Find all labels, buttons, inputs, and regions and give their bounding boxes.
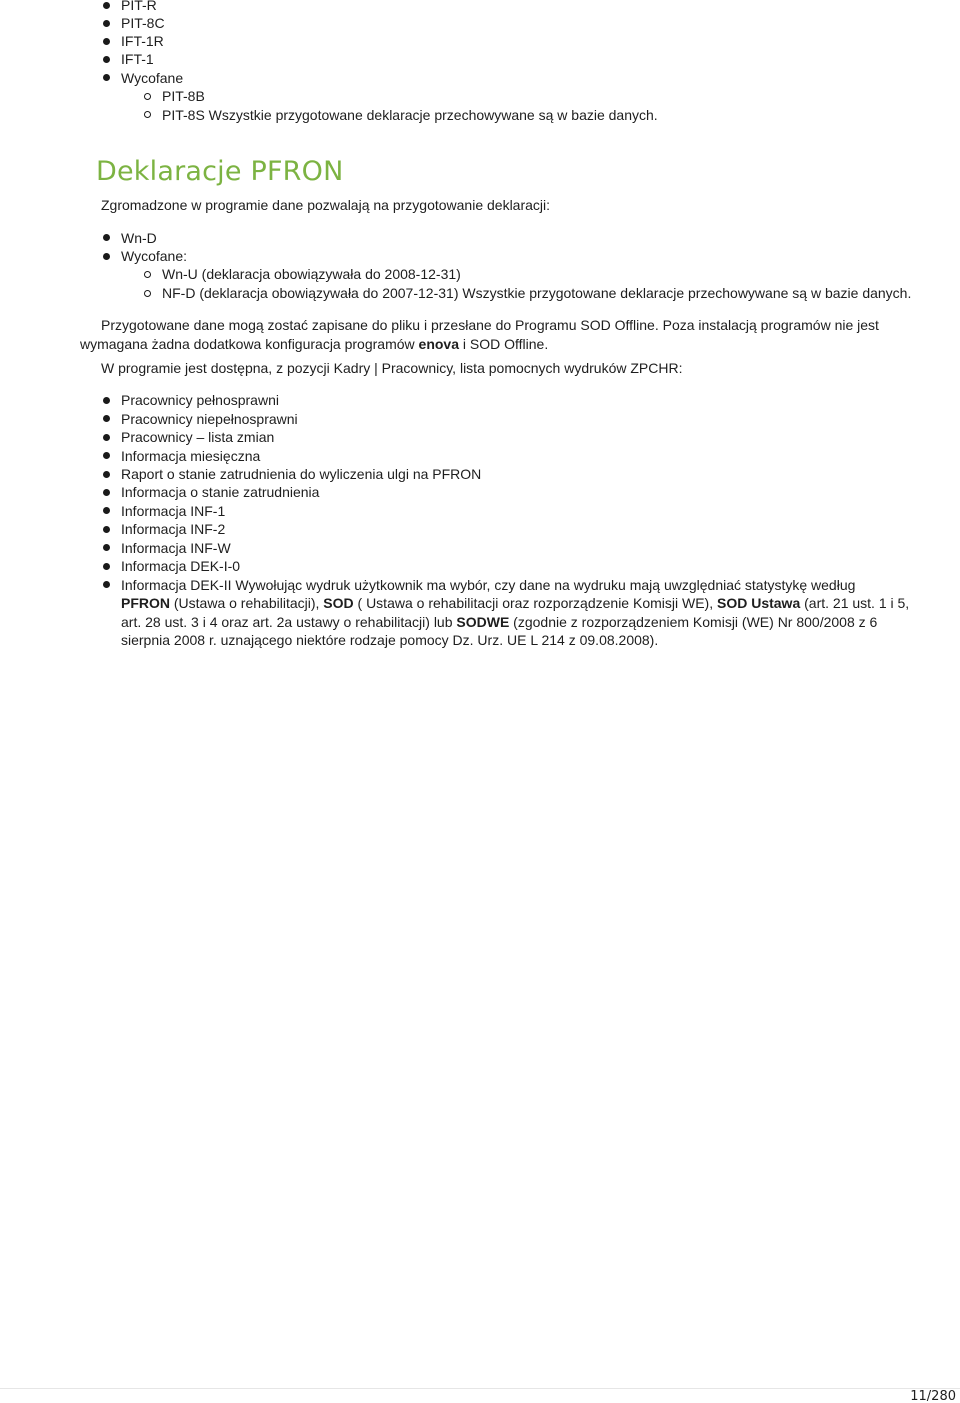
intro-text: Zgromadzone w programie dane pozwalają na przygotowanie deklaracji: <box>101 197 551 213</box>
bullet-icon <box>103 74 110 81</box>
section-heading: Deklaracje PFRON <box>96 156 344 187</box>
list-item: Raport o stanie zatrudnienia do wyliczenia ulgi na PFRON <box>121 466 482 482</box>
bullet-icon <box>103 2 110 9</box>
list-subitem: PIT-8S Wszystkie przygotowane deklaracje przechowywane są w bazie danych. <box>162 107 658 123</box>
bullet-icon <box>103 581 110 588</box>
bullet-icon <box>103 434 110 441</box>
list-item: Informacja INF-W <box>121 540 231 556</box>
bullet-icon <box>103 38 110 45</box>
list-item: Pracownicy niepełnosprawni <box>121 411 298 427</box>
list-subitem: NF-D (deklaracja obowiązywała do 2007-12-31) Wszystkie przygotowane deklaracje przechowywane są w bazie danych. <box>162 285 912 301</box>
bullet-icon <box>103 253 110 260</box>
list-item-continuation: art. 28 ust. 3 i 4 oraz art. 2a ustawy o rehabilitacji) lub SODWE (zgodnie z rozporządzeniem Komisji (WE) Nr 800/2008 z 6 <box>121 614 878 630</box>
list-item: Informacja DEK-I-0 <box>121 558 241 574</box>
sub-bullet-icon <box>144 111 151 118</box>
page-number: 11/280 <box>910 1389 956 1403</box>
sub-bullet-icon <box>144 271 151 278</box>
list-subitem: Wn-U (deklaracja obowiązywała do 2008-12-31) <box>162 266 461 282</box>
list-item: Wycofane: <box>121 248 188 264</box>
bullet-icon <box>103 397 110 404</box>
list-item: Informacja INF-1 <box>121 503 226 519</box>
bullet-icon <box>103 489 110 496</box>
list-item: IFT-1R <box>121 33 164 49</box>
product-name: enova <box>418 336 459 352</box>
bullet-icon <box>103 234 110 241</box>
list-item: Informacja INF-2 <box>121 521 226 537</box>
list-item: PIT-R <box>121 0 157 13</box>
bullet-icon <box>103 507 110 514</box>
list-item: Informacja DEK-II Wywołując wydruk użytkownik ma wybór, czy dane na wydruku mają uwzględniać statystykę według <box>121 577 856 593</box>
paragraph-line: Przygotowane dane mogą zostać zapisane do pliku i przesłane do Programu SOD Offline. Poza instalacją programów nie jest <box>101 317 879 333</box>
list-item-continuation: sierpnia 2008 r. uznającego niektóre rodzaje pomocy Dz. Urz. UE L 214 z 09.08.2008). <box>121 632 659 648</box>
list-item: Informacja miesięczna <box>121 448 261 464</box>
bullet-icon <box>103 415 110 422</box>
sub-bullet-icon <box>144 290 151 297</box>
paragraph-line: wymagana żadna dodatkowa konfiguracja programów enova i SOD Offline. <box>80 336 549 352</box>
list-item-continuation: PFRON (Ustawa o rehabilitacji), SOD ( Ustawa o rehabilitacji oraz rozporządzenie Komisji WE), SOD Ustawa (art. 21 ust. 1 i 5, <box>121 595 910 611</box>
footer-divider <box>0 1388 960 1389</box>
list-item: Wycofane <box>121 70 184 86</box>
list-item: Pracownicy pełnosprawni <box>121 392 279 408</box>
list-item: Wn-D <box>121 230 157 246</box>
list-subitem: PIT-8B <box>162 88 205 104</box>
list-item: Informacja o stanie zatrudnienia <box>121 484 320 500</box>
bullet-icon <box>103 544 110 551</box>
bullet-icon <box>103 563 110 570</box>
list-item: IFT-1 <box>121 51 154 67</box>
sub-bullet-icon <box>144 93 151 100</box>
list-item: Pracownicy – lista zmian <box>121 429 275 445</box>
bullet-icon <box>103 56 110 63</box>
bullet-icon <box>103 471 110 478</box>
list-item: PIT-8C <box>121 15 165 31</box>
bullet-icon <box>103 526 110 533</box>
bullet-icon <box>103 452 110 459</box>
paragraph: W programie jest dostępna, z pozycji Kadry | Pracownicy, lista pomocnych wydruków ZPCHR: <box>101 360 683 376</box>
bullet-icon <box>103 20 110 27</box>
